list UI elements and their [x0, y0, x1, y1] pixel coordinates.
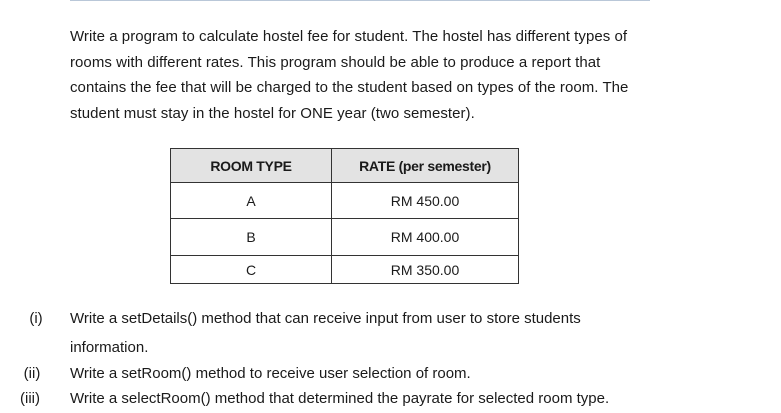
item-text: information. — [70, 339, 149, 356]
item-text: Write a setRoom() method to receive user selection of room. — [70, 365, 471, 382]
statement-line: student must stay in the hostel for ONE year (two semester). — [70, 104, 475, 122]
table-header-row — [171, 149, 519, 183]
room-type-cell: C — [171, 256, 332, 284]
rate-cell: RM 400.00 — [332, 219, 519, 256]
header-rate: RATE (per semester) — [332, 149, 519, 183]
room-rate-table — [170, 148, 519, 284]
item-number: (i) — [29, 310, 43, 327]
room-type-cell: A — [171, 183, 332, 219]
item-text: Write a setDetails() method that can receive input from user to store students — [70, 310, 581, 327]
item-number: (iii) — [20, 390, 40, 407]
item-text: Write a selectRoom() method that determined the payrate for selected room type. — [70, 390, 610, 407]
header-room-type: ROOM TYPE — [171, 149, 332, 183]
top-divider — [70, 0, 650, 1]
statement-line: Write a program to calculate hostel fee for student. The hostel has different types of — [70, 28, 628, 45]
rate-cell: RM 350.00 — [332, 256, 519, 284]
rate-cell: RM 450.00 — [332, 183, 519, 219]
problem-statement — [70, 24, 760, 126]
room-type-cell: B — [171, 219, 332, 256]
table-row — [171, 183, 519, 219]
statement-line: contains the fee that will be charged to the student based on types of the room. The — [70, 79, 629, 96]
table-row — [171, 256, 519, 284]
table-row — [171, 219, 519, 256]
statement-line: rooms with different rates. This program should be able to produce a report that — [70, 53, 601, 71]
item-number: (ii) — [23, 365, 41, 382]
